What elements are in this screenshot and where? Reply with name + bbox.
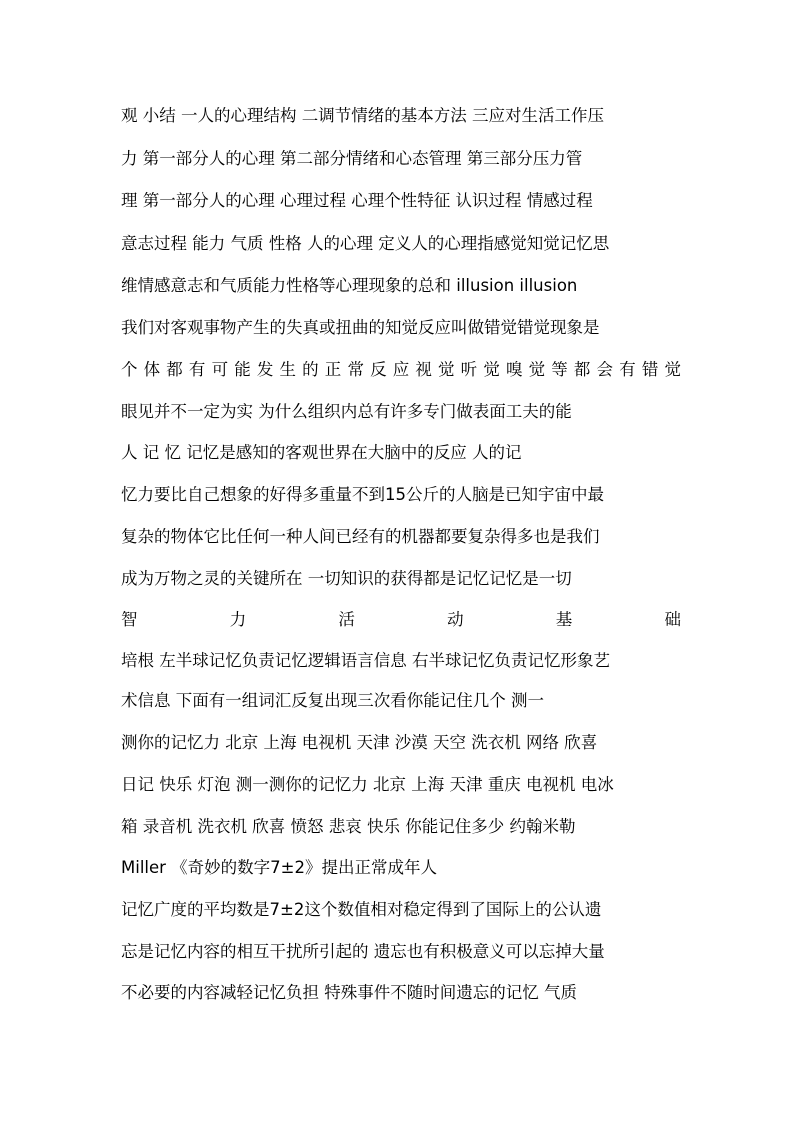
text-line: 复杂的物体它比任何一种人间已经有的机器都要复杂得多也是我们	[121, 527, 600, 546]
text-line: 力 第一部分人的心理 第二部分情绪和心态管理 第三部分压力管	[121, 149, 583, 168]
text-line: 人 记 忆 记忆是感知的客观世界在大脑中的反应 人的记	[121, 443, 522, 462]
text-line: 观 小结 一人的心理结构 二调节情绪的基本方法 三应对生活工作压	[121, 106, 604, 125]
text-line: 理 第一部分人的心理 心理过程 心理个性特征 认识过程 情感过程	[121, 191, 593, 210]
text-line: Miller 《奇妙的数字7±2》提出正常成年人	[121, 858, 437, 877]
text-line: 维情感意志和气质能力性格等心理现象的总和 illusion illusion	[121, 276, 578, 295]
text-line: 忆力要比自己想象的好得多重量不到15公斤的人脑是已知宇宙中最	[121, 485, 604, 504]
text-line: 培根 左半球记忆负责记忆逻辑语言信息 右半球记忆负责记忆形象艺	[121, 651, 610, 670]
text-line: 眼见并不一定为实 为什么组织内总有许多专门做表面工夫的能	[121, 402, 572, 421]
text-line: 不必要的内容减轻记忆负担 特殊事件不随时间遗忘的记忆 气质	[121, 983, 577, 1002]
text-line: 个体都有可能发生的正常反应视觉听觉嗅觉等都会有错觉	[121, 360, 681, 379]
text-line: 成为万物之灵的关键所在 一切知识的获得都是记忆记忆是一切	[121, 569, 572, 588]
text-line: 忘是记忆内容的相互干扰所引起的 遗忘也有积极意义可以忘掉大量	[121, 942, 605, 961]
text-line: 智 力 活 动 基 础	[121, 610, 681, 629]
text-line: 术信息 下面有一组词汇反复出现三次看你能记住几个 测一	[121, 691, 544, 710]
text-line: 日记 快乐 灯泡 测一测你的记忆力 北京 上海 天津 重庆 电视机 电冰	[121, 775, 614, 794]
text-line: 意志过程 能力 气质 性格 人的心理 定义人的心理指感觉知觉记忆思	[121, 234, 610, 253]
text-line: 测你的记忆力 北京 上海 电视机 天津 沙漠 天空 洗衣机 网络 欣喜	[121, 733, 598, 752]
text-line: 箱 录音机 洗衣机 欣喜 愤怒 悲哀 快乐 你能记住多少 约翰米勒	[121, 817, 576, 836]
text-line: 记忆广度的平均数是7±2这个数值相对稳定得到了国际上的公认遗	[121, 900, 602, 919]
text-line: 我们对客观事物产生的失真或扭曲的知觉反应叫做错觉错觉现象是	[121, 318, 600, 337]
